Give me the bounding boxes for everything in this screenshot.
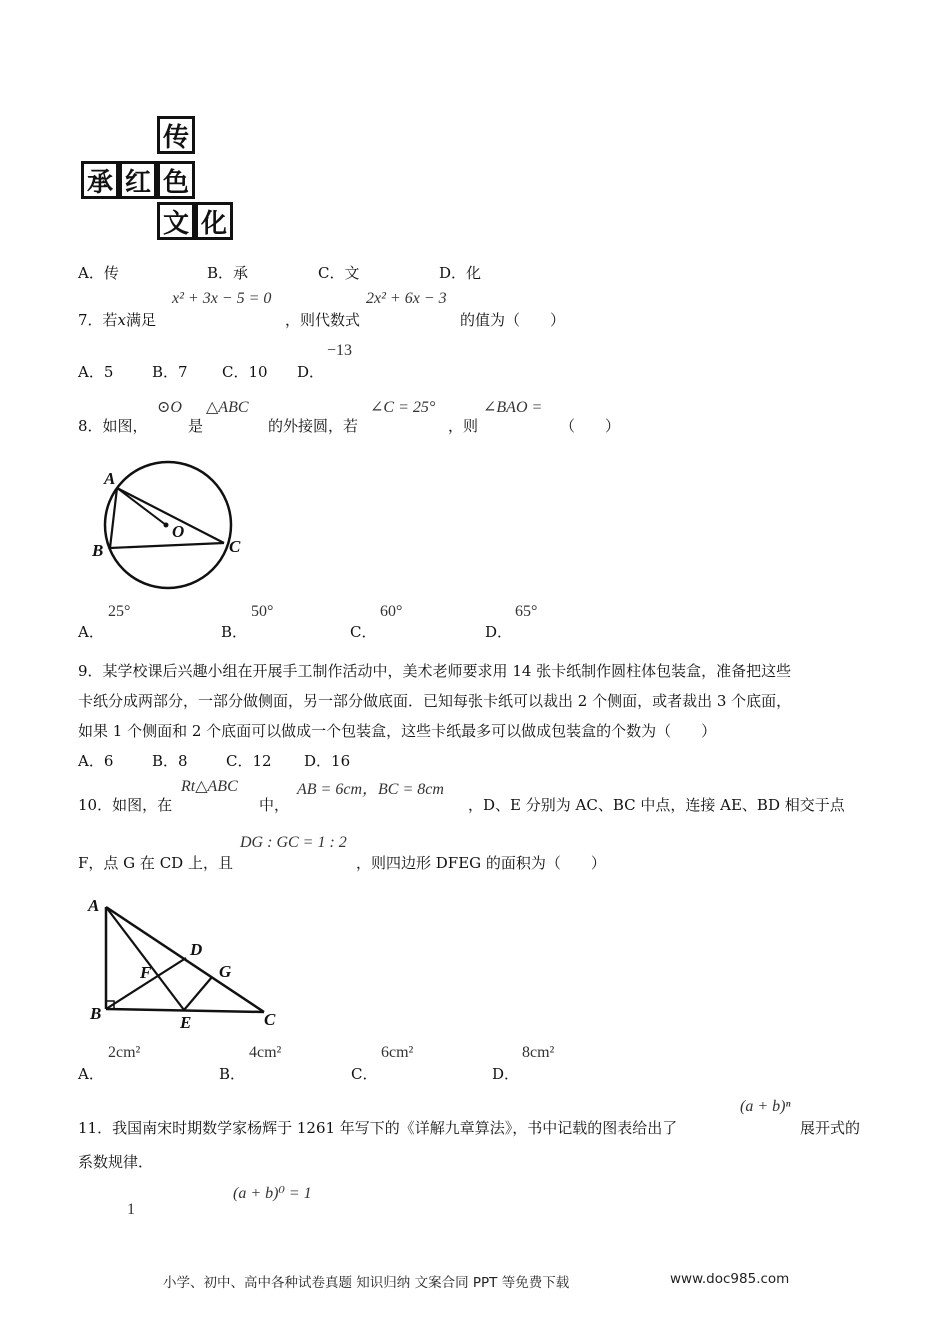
net-cell-hong: 红	[119, 161, 157, 199]
q11-line-2: 系数规律．	[78, 1153, 154, 1171]
q7-text-d: 的值为（ ）	[460, 311, 566, 329]
q10-option-d-value: 8cm²	[522, 1044, 555, 1061]
q8-option-d: D．	[485, 623, 513, 641]
q9-line-3: 如果 1 个侧面和 2 个底面可以做成一个包装盒，这些卡纸最多可以做成包装盒的个数为（ ）	[78, 722, 717, 740]
q9-option-c: C．12	[226, 752, 272, 770]
label-o: O	[172, 522, 185, 541]
label-b: B	[90, 1004, 102, 1023]
q10-ratio: DG : GC = 1 : 2	[240, 834, 347, 851]
q7-expression: 2x² + 6x − 3	[366, 290, 447, 307]
q11-text-b: 展开式的	[800, 1119, 861, 1137]
q11-row0-formula: (a + b)⁰ = 1	[233, 1185, 312, 1202]
q9-line-1: 9．某学校课后兴趣小组在开展手工制作活动中，美术老师要求用 14 张卡纸制作圆柱体包装盒，准备把这些	[78, 662, 792, 680]
q10-option-a-value: 2cm²	[108, 1044, 141, 1061]
label-a: A	[88, 896, 100, 915]
label-g: G	[219, 962, 232, 981]
q8-text-a: 8．如图，	[78, 417, 148, 435]
footer-text: 小学、初中、高中各种试卷真题 知识归纳 文案合同 PPT 等免费下载	[163, 1275, 570, 1291]
q10-triangle-figure	[86, 895, 286, 1035]
q8-angle-c: ∠C = 25°	[370, 399, 436, 416]
label-b: B	[92, 541, 104, 560]
q10-option-b-value: 4cm²	[249, 1044, 282, 1061]
q7-text-c: ，则代数式	[285, 311, 361, 329]
q10-text-a: 10．如图，在	[78, 796, 173, 814]
q6-option-a: A．传	[78, 264, 119, 282]
q10-text-e: ，则四边形 DFEG 的面积为（ ）	[356, 854, 606, 872]
q9-line-2: 卡纸分成两部分，一部分做侧面，另一部分做底面．已知每张卡纸可以裁出 2 个侧面，或者裁出 3 个底面，	[78, 692, 792, 710]
net-cell-se: 色	[157, 161, 195, 199]
q10-text-c: ，D、E 分别为 AC、BC 中点，连接 AE、BD 相交于点	[468, 796, 845, 814]
q10-side-lengths: AB = 6cm，BC = 8cm	[297, 781, 444, 798]
q11-row0-coefficient: 1	[127, 1201, 135, 1218]
q10-text-d: F，点 G 在 CD 上，且	[78, 854, 233, 872]
q7-var-x: x	[117, 311, 127, 329]
segment-ao	[117, 488, 166, 525]
net-cell-wen: 文	[157, 202, 195, 240]
q7-equation: x² + 3x − 5 = 0	[172, 290, 272, 307]
q8-text-e: （ ）	[560, 417, 621, 435]
q9-option-b: B．8	[152, 752, 188, 770]
segment-ac	[117, 488, 224, 543]
segment-eg	[184, 977, 212, 1010]
q6-option-b: B．承	[207, 264, 249, 282]
q8-option-c-value: 60°	[380, 603, 403, 620]
q8-option-b-value: 50°	[251, 603, 274, 620]
q8-circle-figure	[90, 460, 250, 595]
label-d: D	[190, 940, 203, 959]
center-point	[164, 523, 169, 528]
q10-option-c-value: 6cm²	[381, 1044, 414, 1061]
q10-rt-triangle: Rt△ABC	[181, 778, 238, 795]
q7-option-c: C．10	[222, 363, 268, 381]
q11-binomial: (a + b)ⁿ	[740, 1098, 791, 1115]
q8-circle-o: ⊙O	[157, 399, 182, 416]
label-c: C	[229, 537, 241, 556]
segment-bc	[110, 543, 224, 548]
q7-option-a: A．5	[78, 363, 114, 381]
q7-text-b: 满足	[126, 311, 157, 329]
q8-option-a-value: 25°	[108, 603, 131, 620]
q8-option-c: C．	[350, 623, 377, 641]
q6-option-c: C．文	[318, 264, 360, 282]
q8-triangle: △ABC	[206, 399, 249, 416]
q7-option-d: D．	[297, 363, 325, 381]
net-cell-hua: 化	[195, 202, 233, 240]
q10-option-c: C．	[351, 1065, 378, 1083]
q6-option-d: D．化	[439, 264, 482, 282]
q8-option-b: B．	[221, 623, 248, 641]
label-a: A	[104, 469, 116, 488]
q10-option-d: D．	[492, 1065, 520, 1083]
q9-option-a: A．6	[78, 752, 114, 770]
footer-url[interactable]: www.doc985.com	[670, 1271, 790, 1287]
q8-text-d: ，则	[448, 417, 479, 435]
label-c: C	[264, 1010, 276, 1029]
q8-text-b: 是	[188, 417, 204, 435]
q11-text-a: 11．我国南宋时期数学家杨辉于 1261 年写下的《详解九章算法》，书中记载的图表给出了	[78, 1119, 678, 1137]
q7-option-d-value: −13	[327, 342, 353, 359]
cube-net	[78, 116, 238, 244]
q7-option-b: B．7	[152, 363, 188, 381]
net-cell-chuan: 传	[157, 116, 195, 154]
q8-option-d-value: 65°	[515, 603, 538, 620]
q8-option-a: A．	[78, 623, 104, 641]
q10-option-b: B．	[219, 1065, 246, 1083]
q9-option-d: D．16	[304, 752, 351, 770]
q7-text-a: 7．若	[78, 311, 118, 329]
q8-angle-bao: ∠BAO =	[483, 399, 543, 416]
label-e: E	[180, 1013, 192, 1032]
label-f: F	[140, 963, 152, 982]
segment-ae	[106, 907, 184, 1010]
net-cell-cheng: 承	[81, 161, 119, 199]
q7-stem	[78, 309, 156, 330]
q10-option-a: A．	[78, 1065, 104, 1083]
q8-text-c: 的外接圆，若	[268, 417, 359, 435]
q10-text-b: 中，	[259, 796, 290, 814]
